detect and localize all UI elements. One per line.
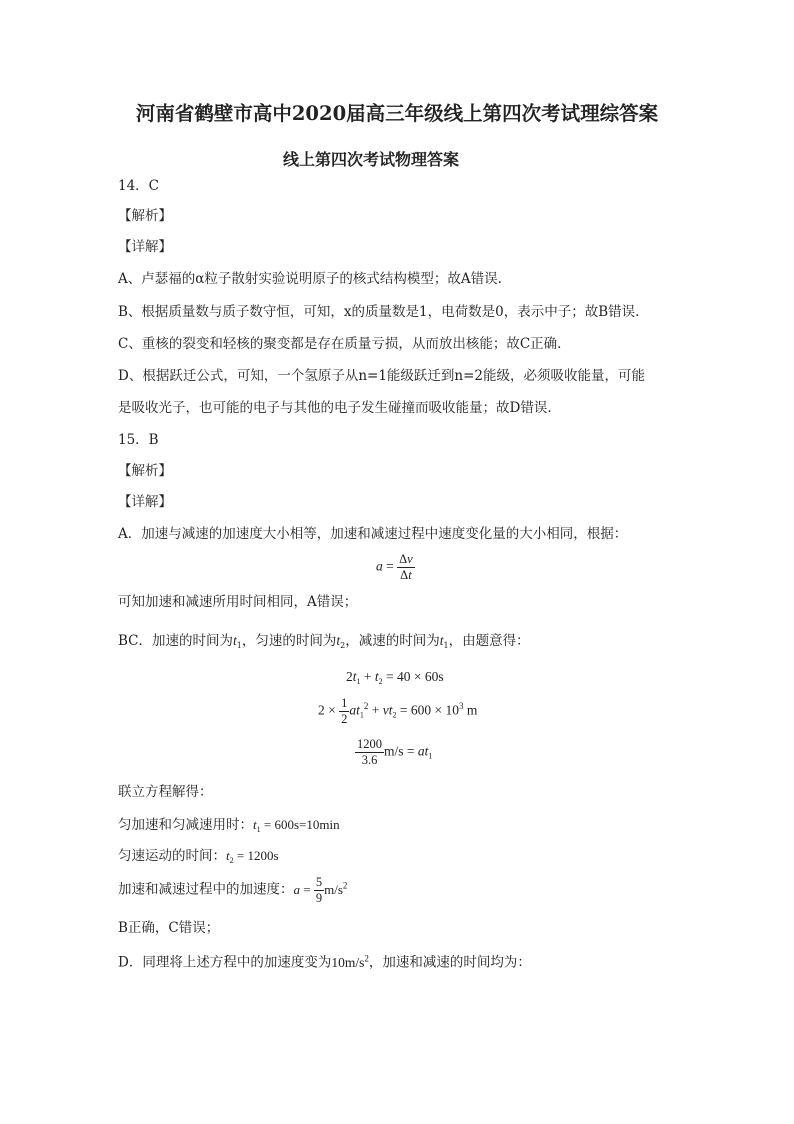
bc-mid1: ，匀速的时间为	[241, 633, 337, 649]
d-suffix: ，加速和减速的时间均为：	[368, 954, 531, 971]
q15-analysis-heading: 【解析】	[118, 463, 172, 479]
bc-prefix: BC．加速的时间为	[118, 633, 234, 649]
q14-option-b: B、根据质量数与质子数守恒，可知，x的质量数是1，电荷数是0，表示中子；故B错误.	[118, 304, 640, 320]
q15-bc-conclusion: B正确，C错误；	[118, 920, 220, 936]
q14-number: 14．C	[118, 178, 160, 194]
q15-detail-heading: 【详解】	[118, 494, 172, 510]
q14-option-a: A、卢瑟福的α粒子散射实验说明原子的核式结构模型；故A错误.	[118, 271, 502, 287]
q14-detail-heading: 【详解】	[118, 239, 172, 255]
q15-option-d-line	[118, 954, 531, 970]
q15-solve-line: 联立方程解得：	[118, 784, 213, 800]
q14-option-d-line1: D、根据跃迁公式，可知，一个氢原子从n=1能级跃迁到n=2能级，必须吸收能量，可能	[118, 368, 646, 384]
d-prefix: D．同理将上述方程中的加速度变为	[118, 954, 332, 971]
q14-analysis-heading: 【解析】	[118, 208, 172, 224]
d-accel-value: $10m/s^2$	[331, 953, 369, 970]
q15-accel-line: 加速和减速过程中的加速度：a = $\frac{5}{9}$ $m/s^2$	[118, 875, 348, 906]
equation-distance-sum: 2 × $\frac{1}{2}$ $at_1^2 + vt_2 = 600 \times 10^3$ m	[318, 696, 478, 727]
q15-t2-line: 匀速运动的时间：$t_2 = 1200s$	[118, 848, 279, 865]
q15-number: 15．B	[118, 432, 159, 448]
t2-label: 匀速运动的时间：	[118, 848, 226, 864]
q15-bc-line: BC．加速的时间为$t_1$，匀速的时间为$t_2$，减速的时间为$t_1$，由题意得：	[118, 633, 530, 650]
equation-time-sum: $2t_1 + t_2 = 40 \times 60s$	[346, 669, 444, 686]
page-subtitle: 线上第四次考试物理答案	[283, 150, 460, 169]
accel-label: 加速和减速过程中的加速度：	[118, 881, 294, 898]
q14-option-d-line2: 是吸收光子，也可能的电子与其他的电子发生碰撞而吸收能量；故D错误.	[118, 400, 552, 416]
q15-option-a-line: A．加速与减速的加速度大小相等，加速和减速过程中速度变化量的大小相同，根据：	[118, 526, 628, 542]
q14-option-c: C、重核的裂变和轻核的聚变都是存在质量亏损，从而放出核能；故C正确.	[118, 336, 562, 352]
bc-mid2: ，减速的时间为	[345, 633, 440, 649]
t1-label: 匀加速和匀减速用时：	[118, 817, 253, 833]
equation-speed-relation: $\frac{1200}{3.6}$ $m/s = at_1$	[357, 737, 433, 768]
page-title: 河南省鹤壁市高中2020届高三年级线上第四次考试理综答案	[135, 102, 659, 125]
q15-t1-line: 匀加速和匀减速用时：$t_1 = 600s=10\min$	[118, 817, 340, 834]
bc-suffix: ，由题意得：	[448, 633, 530, 649]
formula-acceleration-definition: a = $\frac{\Delta v}{\Delta t}$	[376, 552, 413, 583]
q15-option-a-conclusion: 可知加速和减速所用时间相同，A错误；	[118, 594, 358, 610]
